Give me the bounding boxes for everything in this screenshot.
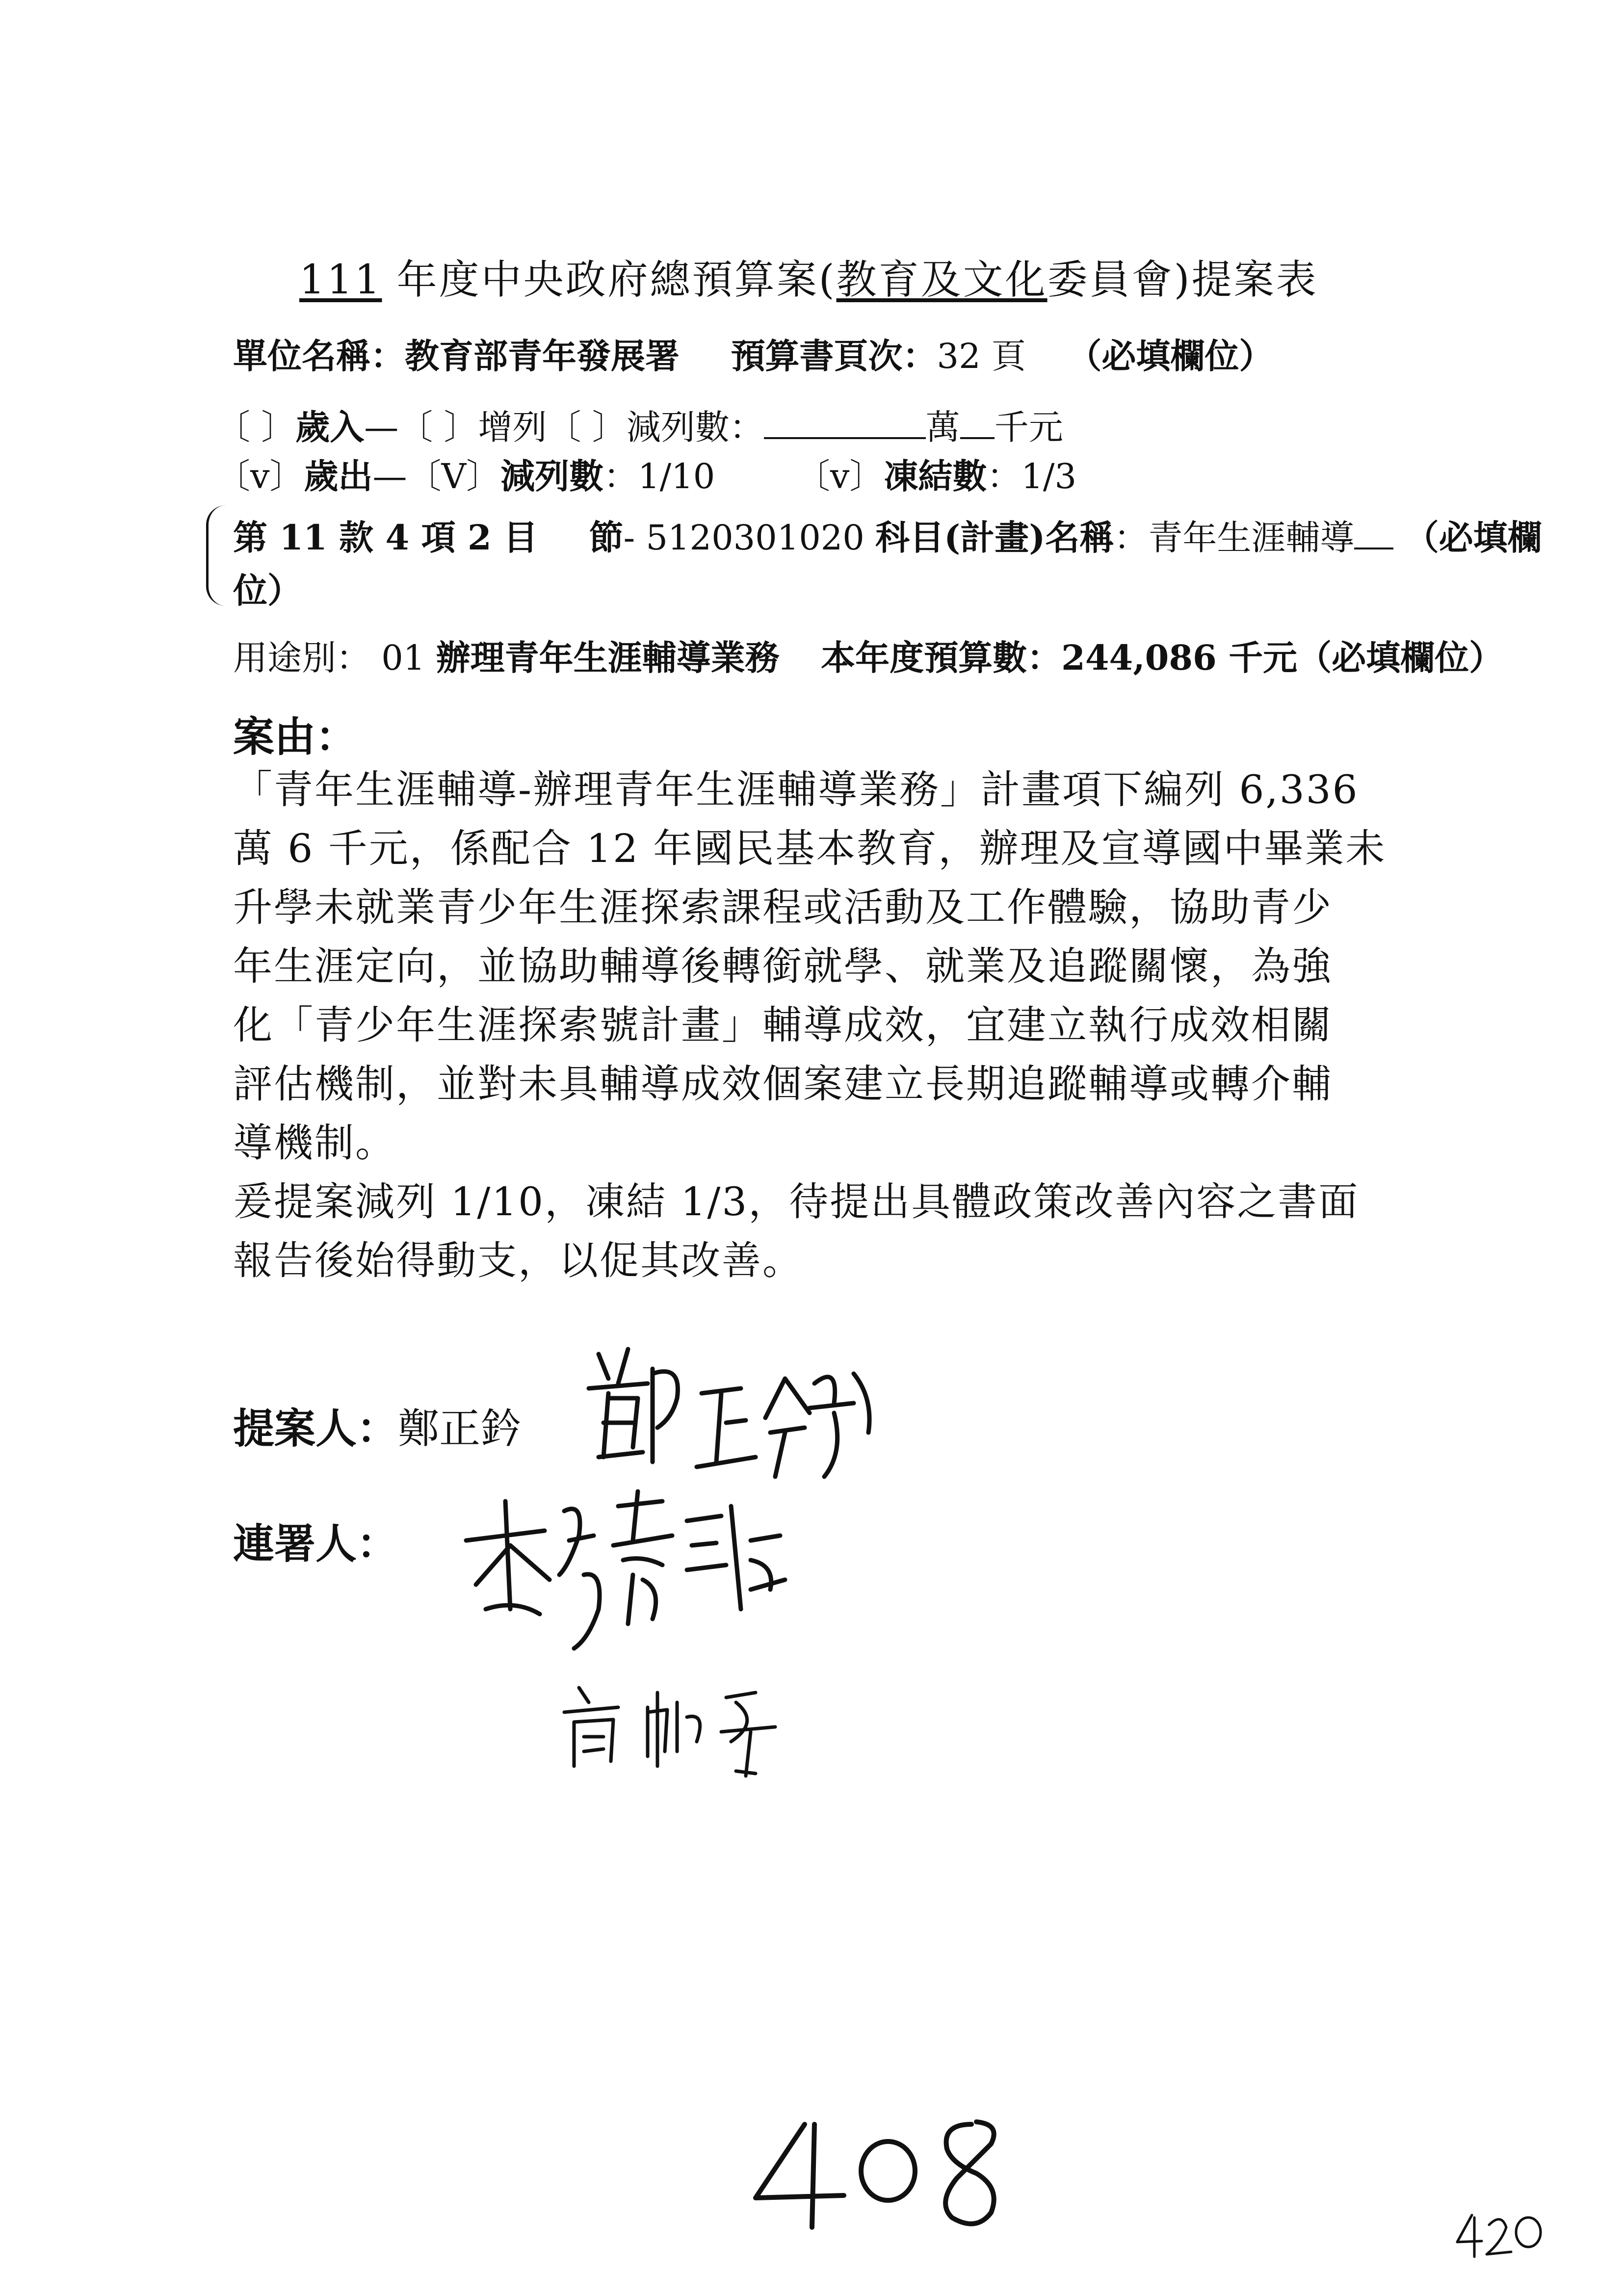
reason-line: 報告後始得動支，以促其改善。	[233, 1238, 803, 1283]
revenue-checkbox: 〔 〕	[216, 407, 296, 447]
expense-dash: —	[372, 456, 407, 496]
qianyuan-unit: 千元	[994, 407, 1063, 447]
title-text-1: 年度中央政府總預算案(	[382, 257, 837, 303]
required-note-2: 位）	[233, 570, 302, 611]
amount-blank-qian	[960, 432, 995, 439]
expense-label: 歲出	[304, 456, 373, 496]
usage-name: 辦理青年生涯輔導業務	[436, 637, 780, 678]
reason-line: 化「青少年生涯探索號計畫」輔導成效，宜建立執行成效相關	[233, 1002, 1333, 1048]
usage-label: 用途別：	[233, 638, 370, 678]
decrease-checkbox: 〔V〕	[407, 456, 501, 496]
cosigner-signature-1	[456, 1462, 800, 1658]
revenue-increase: 〔 〕增列	[398, 407, 547, 447]
proposer-name: 鄭正鈐	[398, 1405, 522, 1453]
freeze-value: ：1/3	[987, 456, 1077, 496]
required-note: （必填欄位）	[1067, 336, 1274, 376]
subject-blank	[1354, 543, 1393, 549]
revenue-decrease: 〔 〕減列數：	[547, 407, 764, 447]
reason-line: 年生涯定向，並協助輔導後轉銜就學、就業及追蹤關懷，為強	[233, 943, 1333, 989]
revenue-label: 歲入	[295, 407, 365, 447]
proposer-label: 提案人：	[233, 1404, 398, 1453]
title-committee: 教育及文化	[836, 257, 1048, 303]
page-number-handwritten	[746, 2114, 1021, 2232]
freeze-label: 凍結數	[884, 456, 987, 496]
expense-row	[216, 449, 1076, 498]
title-year: 111	[299, 257, 382, 303]
budget-label: 本年度預算數：	[821, 637, 1062, 678]
proposer-row	[233, 1396, 522, 1455]
page-title	[299, 248, 1318, 305]
kuan-xiang-mu: 第 11 款 4 項 2 目	[233, 517, 538, 558]
revenue-row	[216, 400, 1063, 449]
decrease-value: ：1/10	[603, 456, 715, 496]
budget-value: 244,086 千元	[1061, 637, 1298, 678]
required-note-1: （必填欄	[1404, 517, 1542, 558]
expense-checkbox: 〔v〕	[216, 456, 304, 496]
item-row	[233, 510, 1542, 560]
corner-number-handwritten	[1452, 2208, 1550, 2262]
page-ref-label: 預算書頁次：	[731, 336, 937, 376]
reason-line: 爰提案減列 1/10，凍結 1/3，待提出具體政策改善內容之書面	[233, 1179, 1360, 1225]
reason-line: 萬 6 千元，係配合 12 年國民基本教育，辦理及宣導國中畢業未	[233, 826, 1387, 871]
amount-blank-wan	[764, 432, 926, 439]
jie-label: 節	[589, 517, 624, 558]
reason-line: 「青年生涯輔導-辦理青年生涯輔導業務」計畫項下編列 6,336	[233, 767, 1359, 812]
unit-label: 單位名稱：	[233, 336, 405, 376]
reason-line: 升學未就業青少年生涯探索課程或活動及工作體驗，協助青少	[233, 885, 1333, 930]
decrease-label: 減列數	[500, 456, 604, 496]
reason-heading: 案由：	[233, 712, 357, 761]
title-text-2: 委員會)提案表	[1047, 257, 1318, 303]
subject-value: ：青年生涯輔導	[1114, 518, 1355, 558]
reason-line: 導機制。	[233, 1120, 396, 1166]
subject-label: 科目(計畫)名稱	[875, 517, 1114, 558]
unit-value: 教育部青年發展署	[405, 336, 680, 376]
usage-row	[233, 630, 1503, 680]
page-ref-value: 32 頁	[937, 336, 1026, 376]
item-code: - 5120301020	[623, 518, 864, 558]
freeze-checkbox: 〔v〕	[795, 456, 884, 496]
wan-unit: 萬	[925, 407, 960, 447]
cosigner-label: 連署人：	[233, 1519, 398, 1568]
usage-code: 01	[381, 638, 425, 678]
required-note-usage: （必填欄位）	[1297, 637, 1504, 678]
cosigner-signature-2	[550, 1668, 805, 1781]
item-bracket	[206, 505, 228, 606]
reason-line: 評估機制，並對未具輔導成效個案建立長期追蹤輔導或轉介輔	[233, 1061, 1333, 1107]
revenue-dash: —	[364, 407, 399, 447]
unit-row	[233, 329, 1273, 378]
